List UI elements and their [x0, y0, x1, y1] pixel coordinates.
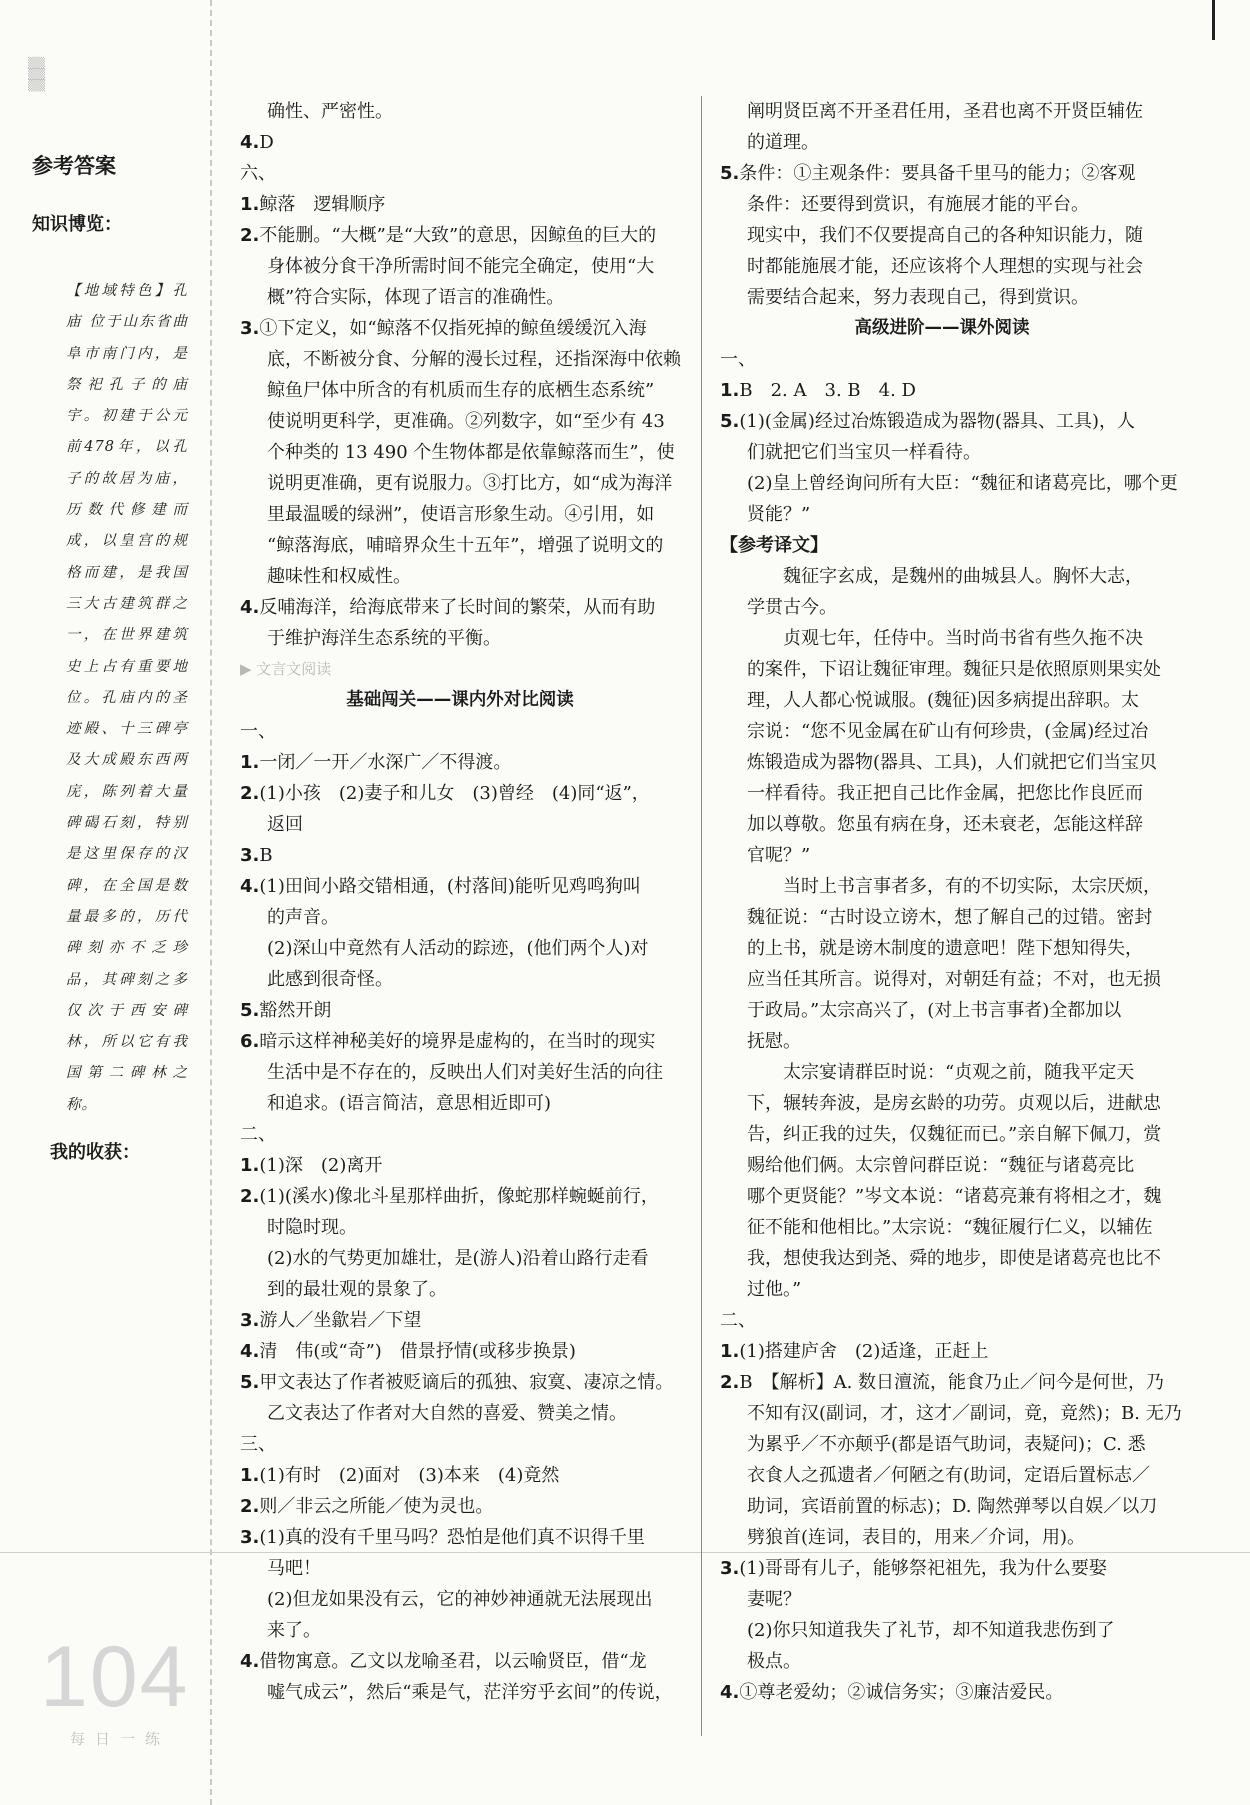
answer-line — [720, 1119, 1164, 1150]
answer-text: 告，纠正我的过失，仅魏征而已。”亲自解下佩刀，赏 — [747, 1124, 1162, 1145]
answer-line — [240, 1274, 680, 1305]
item-number: 4. — [240, 1341, 260, 1362]
answer-line — [720, 1522, 1164, 1553]
answer-line — [240, 127, 680, 158]
answer-line — [240, 189, 680, 220]
answer-text: 助词，宾语前置的标志)；D. 陶然弹琴以自娱／以刀 — [747, 1496, 1158, 1517]
answer-text: 下，辗转奔波，是房玄龄的功劳。贞观以后，进献忠 — [747, 1093, 1161, 1114]
answer-text: 二、 — [720, 1310, 756, 1331]
answer-text: 阐明贤臣离不开圣君任用，圣君也离不开贤臣辅佐 — [747, 101, 1143, 122]
answer-text: 的上书，就是谤木制度的遗意吧！陛下想知得失， — [747, 938, 1143, 959]
answer-line — [240, 499, 680, 530]
answer-text: 【参考译文】 — [720, 535, 828, 556]
answer-text: ①尊老爱幼；②诚信务实；③廉洁爱民。 — [739, 1682, 1064, 1703]
answer-column-right — [720, 96, 1182, 1708]
answer-line — [720, 623, 1164, 654]
answer-line — [240, 1336, 680, 1367]
item-number: 3. — [240, 845, 260, 866]
answer-line — [720, 1274, 1164, 1305]
answer-text: 当时上书言事者多，有的不切实际，太宗厌烦， — [747, 876, 1161, 897]
answer-line — [720, 1026, 1164, 1057]
item-number: 6. — [240, 1031, 260, 1052]
answer-text: (1)哥哥有儿子，能够祭祀祖先，我为什么要娶 — [739, 1558, 1107, 1579]
answer-line — [720, 1336, 1164, 1367]
knowledge-note: 【地域特色】孔庙 位于山东省曲阜市南门内，是祭祀孔子的庙宇。初建于公元前478年，以孔子的故居为庙，历数代修建而成，以皇宫的规格而建，是我国三大古建筑群之一，在世界建筑史上占有重要地位。孔庙内的圣迹殿、十三碑亭及大成殿东西两庑，陈列着大量碑碣石刻，特别是这里保存的汉碑，在全国是数量最多的，历代碑刻亦不乏珍品，其碑刻之多仅次于西安碑林，所以它有我国第二碑林之称。 — [66, 283, 188, 1113]
sidebar-divider — [210, 0, 212, 1805]
answer-line — [240, 158, 680, 189]
answer-text: 贞观七年，任侍中。当时尚书省有些久拖不决 — [747, 628, 1143, 649]
answer-text: “鲸落海底，哺暗界众生十五年”，增强了说明文的 — [267, 535, 664, 556]
answer-text: B 【解析】A. 数日澶流，能食乃止／问今是何世，乃 — [739, 1372, 1165, 1393]
item-number: 5. — [240, 1000, 260, 1021]
item-number: 4. — [240, 1651, 260, 1672]
answer-text: 和追求。(语言简洁，意思相近即可) — [267, 1093, 552, 1114]
item-number: 3. — [240, 1527, 260, 1548]
answer-line — [240, 96, 680, 127]
answer-line — [240, 313, 680, 344]
answer-text: 一样看待。我正把自己比作金属，把您比作良匠而 — [747, 783, 1143, 804]
answer-line — [240, 623, 680, 654]
answer-line — [720, 127, 1164, 158]
answer-line — [240, 654, 680, 685]
answer-text: 借物寓意。乙文以龙喻圣君，以云喻贤臣，借“龙 — [259, 1651, 647, 1672]
answer-line — [720, 1429, 1164, 1460]
answer-line — [720, 1646, 1164, 1677]
answer-line — [240, 1646, 680, 1677]
answer-line — [240, 1212, 680, 1243]
answer-text: (1)(金属)经过冶炼锻造成为器物(器具、工具)，人 — [739, 411, 1135, 432]
answer-text: 抚慰。 — [747, 1031, 801, 1052]
answer-text: 基础闯关——课内外对比阅读 — [346, 690, 574, 710]
section-heading — [720, 313, 1164, 344]
item-number: 1. — [720, 380, 740, 401]
my-gain-label: 我的收获： — [50, 1142, 140, 1163]
answer-line — [240, 282, 680, 313]
answer-line — [240, 933, 680, 964]
answer-line — [240, 747, 680, 778]
answer-text: 高级进阶——课外阅读 — [854, 318, 1030, 338]
answer-line — [240, 1429, 680, 1460]
answer-text: 们就把它们当宝贝一样看待。 — [747, 442, 981, 463]
answer-line — [240, 220, 680, 251]
answer-line — [240, 406, 680, 437]
answer-text: 马吧！ — [267, 1558, 321, 1579]
answer-text: 学贯古今。 — [747, 597, 837, 618]
answer-text: 返回 — [267, 814, 303, 835]
answer-line — [720, 220, 1164, 251]
answer-text: 条件：还要得到赏识，有施展才能的平台。 — [747, 194, 1089, 215]
answer-text: (1)真的没有千里马吗？恐怕是他们真不识得千里 — [259, 1527, 645, 1548]
answer-line — [240, 1119, 680, 1150]
answer-line — [720, 840, 1164, 871]
answer-line — [720, 158, 1164, 189]
answer-text: 条件：①主观条件：要具备千里马的能力；②客观 — [739, 163, 1136, 184]
answer-text: 的案件，下诏让魏征审理。魏征只是依照原则果实处 — [747, 659, 1161, 680]
answer-text: (1)搭建庐舍 (2)适逢，正赶上 — [739, 1341, 989, 1362]
answer-line — [720, 1367, 1164, 1398]
answer-text: (2)水的气势更加雄壮，是(游人)沿着山路行走看 — [267, 1248, 649, 1269]
answer-text: 豁然开朗 — [259, 1000, 332, 1021]
answer-line — [240, 902, 680, 933]
answer-line — [720, 1243, 1164, 1274]
answer-text: 不知有汉(副词，才，这才／副词，竟，竟然)；B. 无乃 — [747, 1403, 1182, 1424]
answer-text: 二、 — [240, 1124, 276, 1145]
answer-line — [240, 1305, 680, 1336]
answer-text: 征不能和他相比。”太宗说：“魏征履行仁义，以辅佐 — [747, 1217, 1153, 1238]
answer-text: 此感到很奇怪。 — [267, 969, 393, 990]
answer-line — [240, 1057, 680, 1088]
answer-text: 魏征说：“古时设立谤木，想了解自己的过错。密封 — [747, 907, 1153, 928]
answer-text: 贤能？” — [747, 504, 811, 525]
item-number: 4. — [240, 876, 260, 897]
section-heading — [240, 685, 680, 716]
item-number: 4. — [240, 597, 260, 618]
answer-text: 加以尊敬。您虽有病在身，还未衰老，怎能这样辞 — [747, 814, 1143, 835]
answer-text: (2)但龙如果没有云，它的神妙神通就无法展现出 — [267, 1589, 653, 1610]
answer-line — [240, 964, 680, 995]
answer-text: (1)深 (2)离开 — [259, 1155, 383, 1176]
answer-text: B 2. A 3. B 4. D — [739, 380, 916, 401]
answer-line — [720, 1212, 1164, 1243]
answer-line — [720, 654, 1164, 685]
item-number: 2. — [240, 1496, 260, 1517]
answer-text: 衣食人之孤遗者／何陋之有(助词，定语后置标志／ — [747, 1465, 1151, 1486]
answer-text: 到的最壮观的景象了。 — [267, 1279, 447, 1300]
answer-line — [720, 344, 1164, 375]
answer-line — [720, 189, 1164, 220]
answer-text: 趣味性和权威性。 — [267, 566, 411, 587]
answer-line — [240, 251, 680, 282]
answer-text: 概”符合实际，体现了语言的准确性。 — [267, 287, 565, 308]
answer-line — [720, 530, 1164, 561]
answer-line — [240, 1553, 680, 1584]
answer-text: 暗示这样神秘美好的境界是虚构的，在当时的现实 — [259, 1031, 656, 1052]
answer-text: 身体被分食干净所需时间不能完全确定，使用“大 — [267, 256, 655, 277]
answer-line — [720, 251, 1164, 282]
answer-line — [720, 1615, 1164, 1646]
answer-line — [720, 747, 1164, 778]
item-number: 2. — [240, 783, 260, 804]
answer-text: D — [259, 132, 274, 153]
answer-line — [720, 778, 1164, 809]
answer-text: 则／非云之所能／使为灵也。 — [259, 1496, 494, 1517]
column-divider — [701, 96, 702, 1736]
answer-text: 劈狼首(连词，表目的，用来／介词，用)。 — [747, 1527, 1086, 1548]
answer-line — [720, 1584, 1164, 1615]
answer-text: 官呢？” — [747, 845, 811, 866]
answer-line — [720, 902, 1164, 933]
answer-line — [240, 1398, 680, 1429]
answer-text: (1)小孩 (2)妻子和儿女 (3)曾经 (4)同“返”， — [259, 783, 650, 804]
answer-text: 鲸鱼尸体中所含的有机质而生存的底栖生态系统” — [267, 380, 655, 401]
answer-text: 于政局。”太宗高兴了，(对上书言事者)全都加以 — [747, 1000, 1122, 1021]
answer-text: 乙文表达了作者对大自然的喜爱、赞美之情。 — [267, 1403, 627, 1424]
answer-line — [720, 995, 1164, 1026]
corner-decoration-icon: ▒▒ ▒▒ ▒▒ — [28, 57, 45, 92]
answer-text: 我，想使我达到尧、舜的地步，即使是诸葛亮也比不 — [747, 1248, 1161, 1269]
item-number: 1. — [240, 1465, 260, 1486]
answer-line — [240, 1460, 680, 1491]
item-number: 2. — [240, 1186, 260, 1207]
answer-line — [240, 871, 680, 902]
knowledge-label: 知识博览： — [32, 214, 122, 235]
answer-text: 理，人人都心悦诚服。(魏征)因多病提出辞职。太 — [747, 690, 1140, 711]
answer-text: 游人／坐歙岩／下望 — [259, 1310, 422, 1331]
answer-line — [240, 1243, 680, 1274]
item-number: 5. — [720, 163, 740, 184]
sidebar — [0, 0, 210, 1805]
answer-line — [720, 964, 1164, 995]
answer-line — [720, 1057, 1164, 1088]
answer-line — [240, 592, 680, 623]
answer-line — [240, 437, 680, 468]
answer-text: ①下定义，如“鲸落不仅指死掉的鲸鱼缓缓沉入海 — [259, 318, 647, 339]
answer-text: 过他。” — [747, 1279, 802, 1300]
answer-text: ▶ 文言文阅读 — [240, 660, 332, 678]
answer-line — [720, 1460, 1164, 1491]
item-number: 2. — [720, 1372, 740, 1393]
item-number: 3. — [240, 1310, 260, 1331]
answer-text: (1)有时 (2)面对 (3)本来 (4)竟然 — [259, 1465, 560, 1486]
item-number: 1. — [720, 1341, 740, 1362]
answer-text: (1)田间小路交错相通，(村落间)能听见鸡鸣狗叫 — [259, 876, 641, 897]
answer-text: 一、 — [720, 349, 756, 370]
item-number: 4. — [240, 132, 260, 153]
answer-text: (2)你只知道我失了礼节，却不知道我悲伤到了 — [747, 1620, 1115, 1641]
answer-line — [240, 778, 680, 809]
answer-line — [720, 1181, 1164, 1212]
item-number: 5. — [720, 411, 740, 432]
answer-text: 需要结合起来，努力表现自己，得到赏识。 — [747, 287, 1089, 308]
answer-text: 为累乎／不亦颠乎(都是语气助词，表疑问)；C. 悉 — [747, 1434, 1146, 1455]
answer-line — [720, 871, 1164, 902]
answer-line — [240, 1181, 680, 1212]
answer-text: (2)皇上曾经询问所有大臣：“魏征和诸葛亮比，哪个更 — [747, 473, 1178, 494]
item-number: 2. — [240, 225, 260, 246]
item-number: 1. — [240, 194, 260, 215]
item-number: 3. — [720, 1558, 740, 1579]
answer-text: 妻呢？ — [747, 1589, 801, 1610]
answer-line — [240, 1367, 680, 1398]
answer-text: 现实中，我们不仅要提高自己的各种知识能力，随 — [747, 225, 1143, 246]
answer-text: 赐给他们俩。太宗曾问群臣说：“魏征与诸葛亮比 — [747, 1155, 1135, 1176]
item-number: 1. — [240, 1155, 260, 1176]
item-number: 3. — [240, 318, 260, 339]
answer-line — [240, 1584, 680, 1615]
answer-line — [240, 716, 680, 747]
answer-line — [240, 1677, 680, 1708]
answer-text: 时隐时现。 — [267, 1217, 357, 1238]
answer-line — [240, 1491, 680, 1522]
answer-line — [240, 375, 680, 406]
answer-line — [720, 282, 1164, 313]
answer-text: 生活中是不存在的，反映出人们对美好生活的向往 — [267, 1062, 663, 1083]
answer-text: 哪个更贤能？”岑文本说：“诸葛亮兼有将相之才，魏 — [747, 1186, 1162, 1207]
answer-line — [720, 685, 1164, 716]
answer-line — [720, 96, 1164, 127]
answer-text: 应当任其所言。说得对，对朝廷有益；不对，也无损 — [747, 969, 1161, 990]
answer-line — [720, 1398, 1182, 1429]
answer-text: 的道理。 — [747, 132, 819, 153]
page-footer: 每日一练 — [70, 1730, 171, 1748]
answer-line — [720, 1305, 1164, 1336]
answer-line — [240, 1150, 680, 1181]
answer-column-left — [240, 96, 680, 1708]
answer-text: 使说明更科学，更准确。②列数字，如“至少有 43 — [267, 411, 665, 432]
answer-line — [720, 437, 1164, 468]
top-edge-mark — [1212, 0, 1215, 40]
answer-line — [720, 1088, 1164, 1119]
answer-line — [720, 1677, 1164, 1708]
answer-line — [720, 933, 1164, 964]
answer-text: (1)(溪水)像北斗星那样曲折，像蛇那样蜿蜒前行， — [259, 1186, 659, 1207]
answer-line — [240, 530, 680, 561]
answer-line — [240, 809, 680, 840]
answer-text: 炼锻造成为器物(器具、工具)，人们就把它们当宝贝 — [747, 752, 1158, 773]
answer-text: 魏征字玄成，是魏州的曲城县人。胸怀大志， — [747, 566, 1143, 587]
answer-line — [720, 468, 1178, 499]
answer-text: 三、 — [240, 1434, 276, 1455]
answer-text: 于维护海洋生态系统的平衡。 — [267, 628, 501, 649]
answer-line — [720, 499, 1164, 530]
item-number: 5. — [240, 1372, 260, 1393]
answer-title: 参考答案 — [32, 154, 116, 178]
answer-line — [240, 995, 680, 1026]
answer-line — [240, 344, 680, 375]
answer-line — [720, 406, 1164, 437]
answer-text: 嘘气成云”，然后“乘是气，茫洋穷乎玄间”的传说， — [267, 1682, 673, 1703]
answer-text: 里最温暖的绿洲”，使语言形象生动。④引用，如 — [267, 504, 655, 525]
answer-line — [720, 1553, 1164, 1584]
answer-line — [240, 468, 680, 499]
answer-text: 底，不断被分食、分解的漫长过程，还指深海中依赖 — [267, 349, 681, 370]
answer-text: 甲文表达了作者被贬谪后的孤独、寂寞、凄凉之情。 — [259, 1372, 674, 1393]
answer-line — [240, 840, 680, 871]
answer-text: 时都能施展才能，还应该将个人理想的实现与社会 — [747, 256, 1143, 277]
answer-text: 个种类的 13 490 个生物体都是依靠鲸落而生”，使 — [267, 442, 675, 463]
answer-line — [720, 375, 1164, 406]
answer-text: B — [259, 845, 273, 866]
page-number: 104 — [40, 1629, 190, 1725]
answer-text: 不能删。“大概”是“大致”的意思，因鲸鱼的巨大的 — [259, 225, 657, 246]
answer-text: 太宗宴请群臣时说：“贞观之前，随我平定天 — [747, 1062, 1135, 1083]
item-number: 4. — [720, 1682, 740, 1703]
answer-text: 六、 — [240, 163, 276, 184]
answer-line — [720, 1150, 1164, 1181]
answer-text: 清 伟(或“奇”) 借景抒情(或移步换景) — [259, 1341, 576, 1362]
answer-text: (2)深山中竟然有人活动的踪迹，(他们两个人)对 — [267, 938, 649, 959]
answer-line — [240, 1522, 680, 1553]
answer-text: 鲸落 逻辑顺序 — [259, 194, 386, 215]
answer-text: 反哺海洋，给海底带来了长时间的繁荣，从而有助 — [259, 597, 656, 618]
answer-text: 一闭／一开／水深广／不得渡。 — [259, 752, 512, 773]
answer-text: 来了。 — [267, 1620, 321, 1641]
answer-line — [240, 561, 680, 592]
answer-line — [720, 592, 1164, 623]
answer-line — [240, 1026, 680, 1057]
item-number: 1. — [240, 752, 260, 773]
answer-line — [240, 1615, 680, 1646]
answer-line — [240, 1088, 680, 1119]
answer-text: 极点。 — [747, 1651, 801, 1672]
answer-line — [720, 561, 1164, 592]
answer-line — [720, 716, 1164, 747]
answer-text: 确性、严密性。 — [267, 101, 393, 122]
answer-text: 一、 — [240, 721, 276, 742]
answer-text: 宗说：“您不见金属在矿山有何珍贵，(金属)经过冶 — [747, 721, 1149, 742]
answer-text: 说明更准确，更有说服力。③打比方，如“成为海洋 — [267, 473, 673, 494]
answer-text: 的声音。 — [267, 907, 339, 928]
answer-line — [720, 809, 1164, 840]
answer-line — [720, 1491, 1164, 1522]
